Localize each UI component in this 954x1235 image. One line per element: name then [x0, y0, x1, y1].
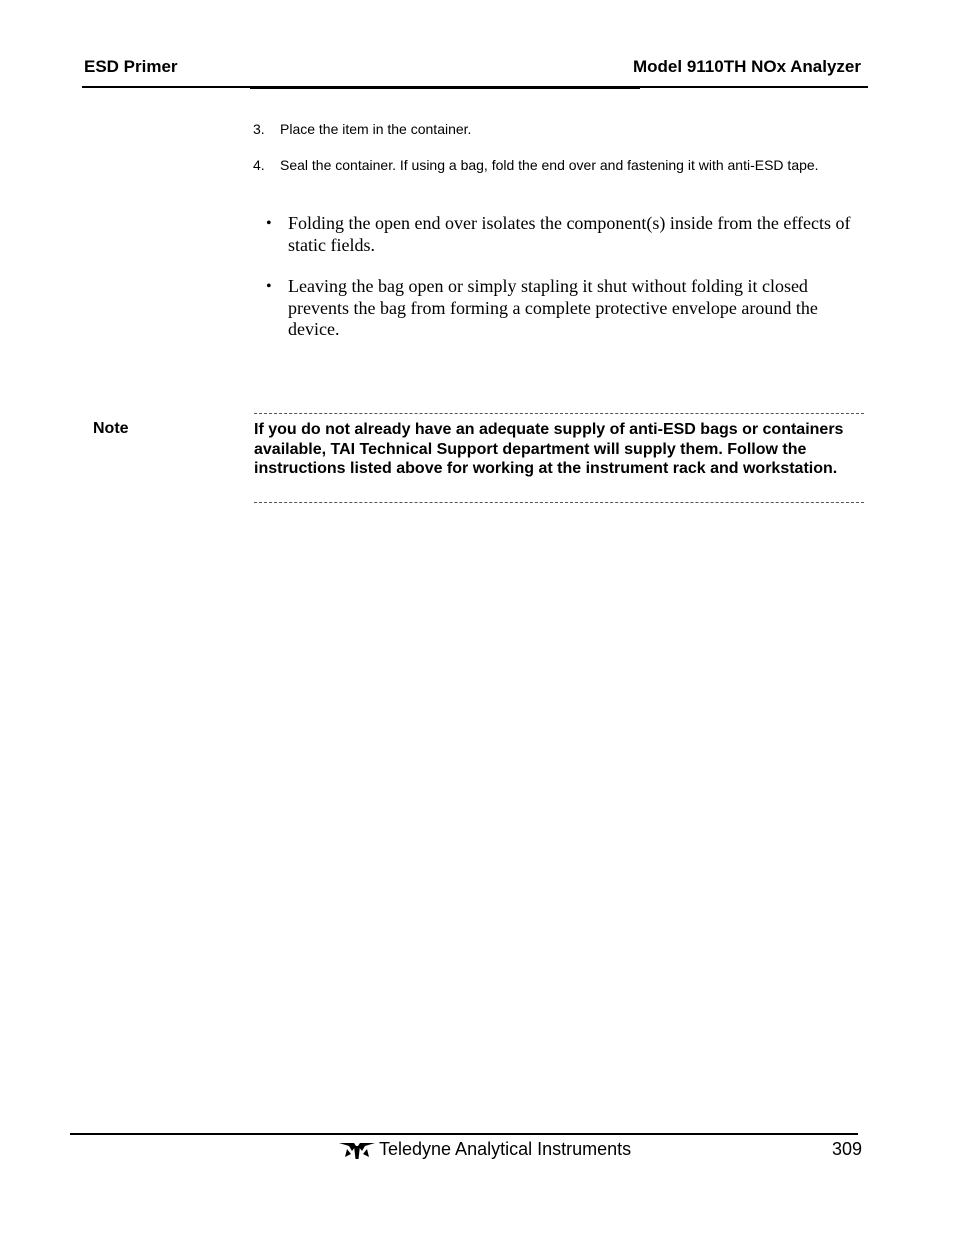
- note-label: Note: [93, 420, 129, 437]
- bullet-text: Folding the open end over isolates the component(s) inside from the effects of static fields.: [288, 213, 851, 255]
- step-item: [253, 120, 863, 138]
- bullet-item: [266, 276, 861, 341]
- footer-company-name: Teledyne Analytical Instruments: [379, 1139, 632, 1159]
- step-number: 3.: [253, 121, 265, 137]
- header-rule-accent: [250, 86, 640, 89]
- header-section-title: ESD Primer: [84, 57, 178, 76]
- bullet-icon: •: [266, 278, 272, 295]
- note-bottom-divider: [254, 502, 864, 503]
- steps-list: [253, 120, 863, 192]
- step-number: 4.: [253, 157, 265, 173]
- bullet-item: [266, 213, 861, 256]
- header-product-title: Model 9110TH NOx Analyzer: [632, 57, 861, 76]
- bullet-text: Leaving the bag open or simply stapling it shut without folding it closed prevents the bag from forming a complete protective envelope around the device.: [288, 276, 818, 339]
- step-item: [253, 156, 863, 174]
- step-text: Place the item in the container.: [280, 121, 472, 137]
- footer-rule: [70, 1133, 858, 1135]
- note-top-divider: [254, 413, 864, 414]
- step-text: Seal the container. If using a bag, fold the end over and fastening it with anti-ESD tape.: [280, 157, 819, 173]
- bullet-icon: •: [266, 215, 272, 232]
- bullet-list: [266, 213, 861, 361]
- teledyne-logo-icon: [339, 1141, 375, 1160]
- note-text: If you do not already have an adequate supply of anti-ESD bags or containers available, TAI Technical Support department will supply them. Follow the instructions listed above for working at the instrument rack and workstation.: [254, 421, 844, 478]
- page-number: 309: [831, 1139, 862, 1159]
